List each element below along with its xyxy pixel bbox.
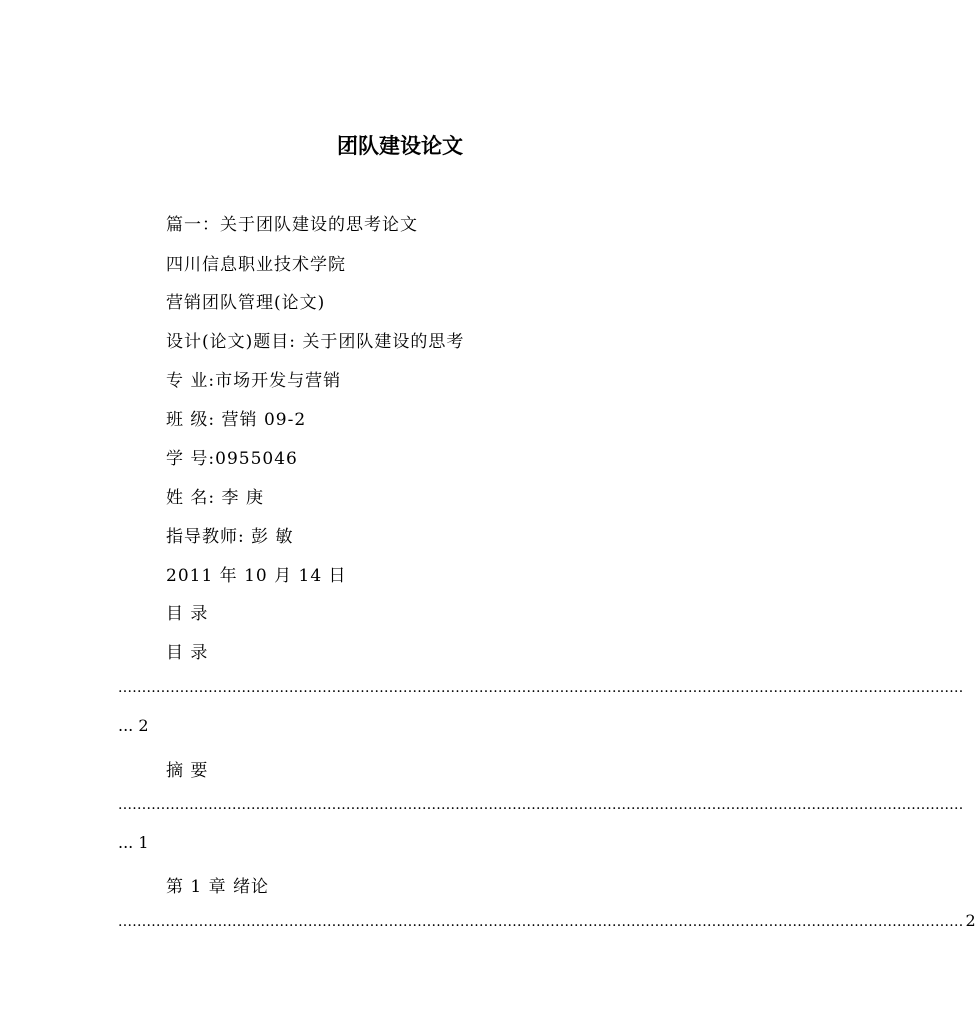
text-line: 营销团队管理(论文) [166, 293, 326, 313]
toc-page-number: ... 1 [118, 833, 149, 852]
toc-page-number: 2 [965, 911, 976, 930]
document-title: 团队建设论文 [337, 134, 463, 158]
toc-page-number: ... 2 [118, 716, 149, 735]
text-line: 指导教师: 彭 敏 [166, 527, 294, 547]
text-line: 专 业:市场开发与营销 [166, 371, 342, 391]
text-line: 2011 年 10 月 14 日 [166, 566, 347, 586]
toc-leader-dots: .................................................................................................................................................................................. [118, 914, 964, 930]
text-line: 四川信息职业技术学院 [166, 255, 346, 275]
toc-entry-label: 摘 要 [166, 761, 209, 781]
toc-heading: 目 录 [166, 643, 209, 663]
toc-entry-label: 第 1 章 绪论 [166, 877, 270, 897]
toc-leader-dots: .................................................................................................................................................................................. [118, 797, 964, 813]
text-line: 学 号:0955046 [166, 449, 298, 469]
toc-leader-dots: .................................................................................................................................................................................. [118, 680, 964, 696]
text-line: 篇一：关于团队建设的思考论文 [166, 215, 418, 235]
text-line: 设计(论文)题目: 关于团队建设的思考 [166, 332, 465, 352]
text-line: 班 级: 营销 09-2 [166, 410, 307, 430]
toc-heading: 目 录 [166, 604, 209, 624]
toc-entry-line [118, 911, 976, 930]
text-line: 姓 名: 李 庚 [166, 488, 264, 508]
